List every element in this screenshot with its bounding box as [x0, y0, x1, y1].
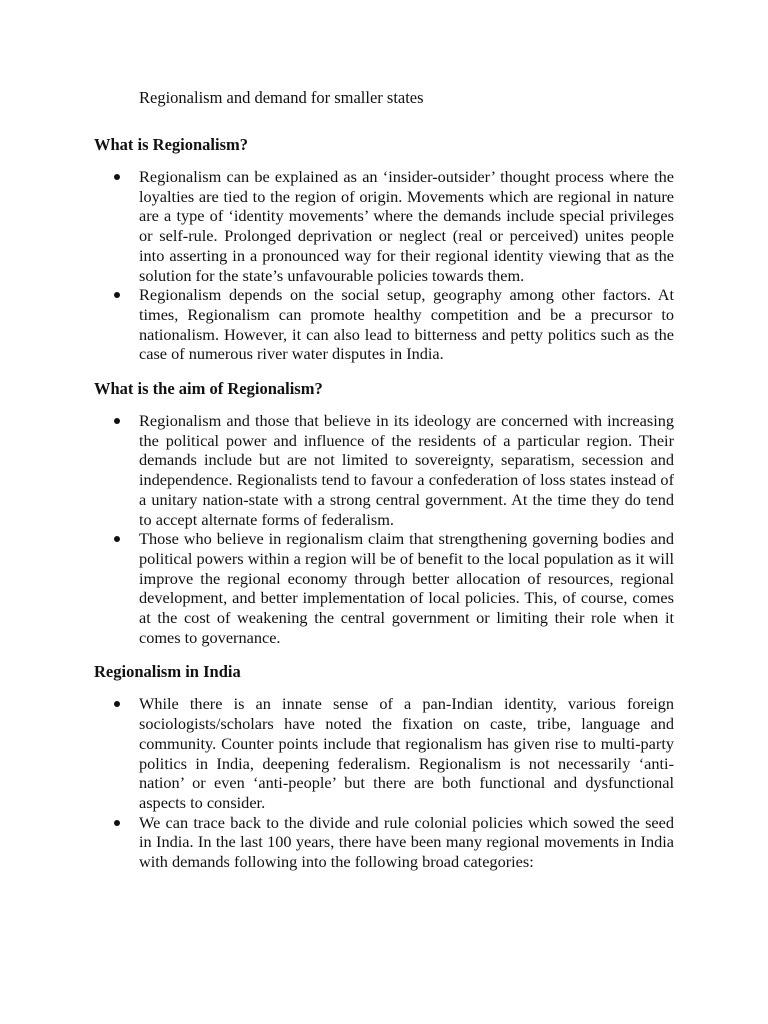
paragraph-text: Regionalism depends on the social setup, geography among other factors. At times, Regionalism can promote healthy competition and be a precursor to nationalism. However, it can also lead to bitterness and petty politics such as the case of numerous river water disputes in India.: [139, 285, 674, 364]
list-item: [94, 694, 674, 812]
paragraph-text: Regionalism and those that believe in its ideology are concerned with increasing the political power and influence of the residents of a particular region. Their demands include but are not limited to sovereignty, separatism, secession and independence. Regionalists tend to favour a confederation of loss states instead of a unitary nation-state with a strong central government. At the time they do tend to accept alternate forms of federalism.: [139, 411, 674, 529]
bullet-icon: [114, 418, 120, 424]
bullet-list: [94, 694, 674, 871]
paragraph-text: Those who believe in regionalism claim that strengthening governing bodies and political powers within a region will be of benefit to the local population as it will improve the regional economy through better allocation of resources, regional development, and better implementation of local policies. This, of course, comes at the cost of weakening the central government or limiting their role when it comes to governance.: [139, 529, 674, 647]
section-aim-of-regionalism: [94, 379, 674, 647]
section-what-is-regionalism: [94, 135, 674, 364]
bullet-icon: [114, 820, 120, 826]
section-heading: Regionalism in India: [94, 662, 241, 682]
section-regionalism-in-india: [94, 662, 674, 871]
bullet-icon: [114, 536, 120, 542]
paragraph-text: We can trace back to the divide and rule colonial policies which sowed the seed in India. In the last 100 years, there have been many regional movements in India with demands following into the following broad categories:: [139, 812, 674, 872]
list-item: [94, 813, 674, 872]
document-body: [94, 135, 674, 887]
paragraph-text: Regionalism can be explained as an ‘insider-outsider’ thought process where the loyalties are tied to the region of origin. Movements which are regional in nature are a type of ‘identity movements’ where the demands include special privileges or self-rule. Prolonged deprivation or neglect (real or perceived) unites people into asserting in a pronounced way for their regional identity viewing that as the solution for the state’s unfavourable policies towards them.: [139, 167, 674, 285]
bullet-list: [94, 167, 674, 364]
bullet-icon: [114, 701, 120, 707]
bullet-icon: [114, 174, 120, 180]
list-item: [94, 529, 674, 647]
list-item: [94, 167, 674, 285]
list-item: [94, 411, 674, 529]
document-title: Regionalism and demand for smaller states: [139, 88, 424, 107]
paragraph-text: While there is an innate sense of a pan-Indian identity, various foreign sociologists/scholars have noted the fixation on caste, tribe, language and community. Counter points include that regionalism has given rise to multi-party politics in India, deepening federalism. Regionalism is not necessarily ‘anti-nation’ or even ‘anti-people’ but there are both functional and dysfunctional aspects to consider.: [139, 694, 674, 812]
section-heading: What is the aim of Regionalism?: [94, 379, 323, 399]
list-item: [94, 285, 674, 364]
section-heading: What is Regionalism?: [94, 135, 249, 154]
bullet-icon: [114, 292, 120, 298]
bullet-list: [94, 411, 674, 647]
